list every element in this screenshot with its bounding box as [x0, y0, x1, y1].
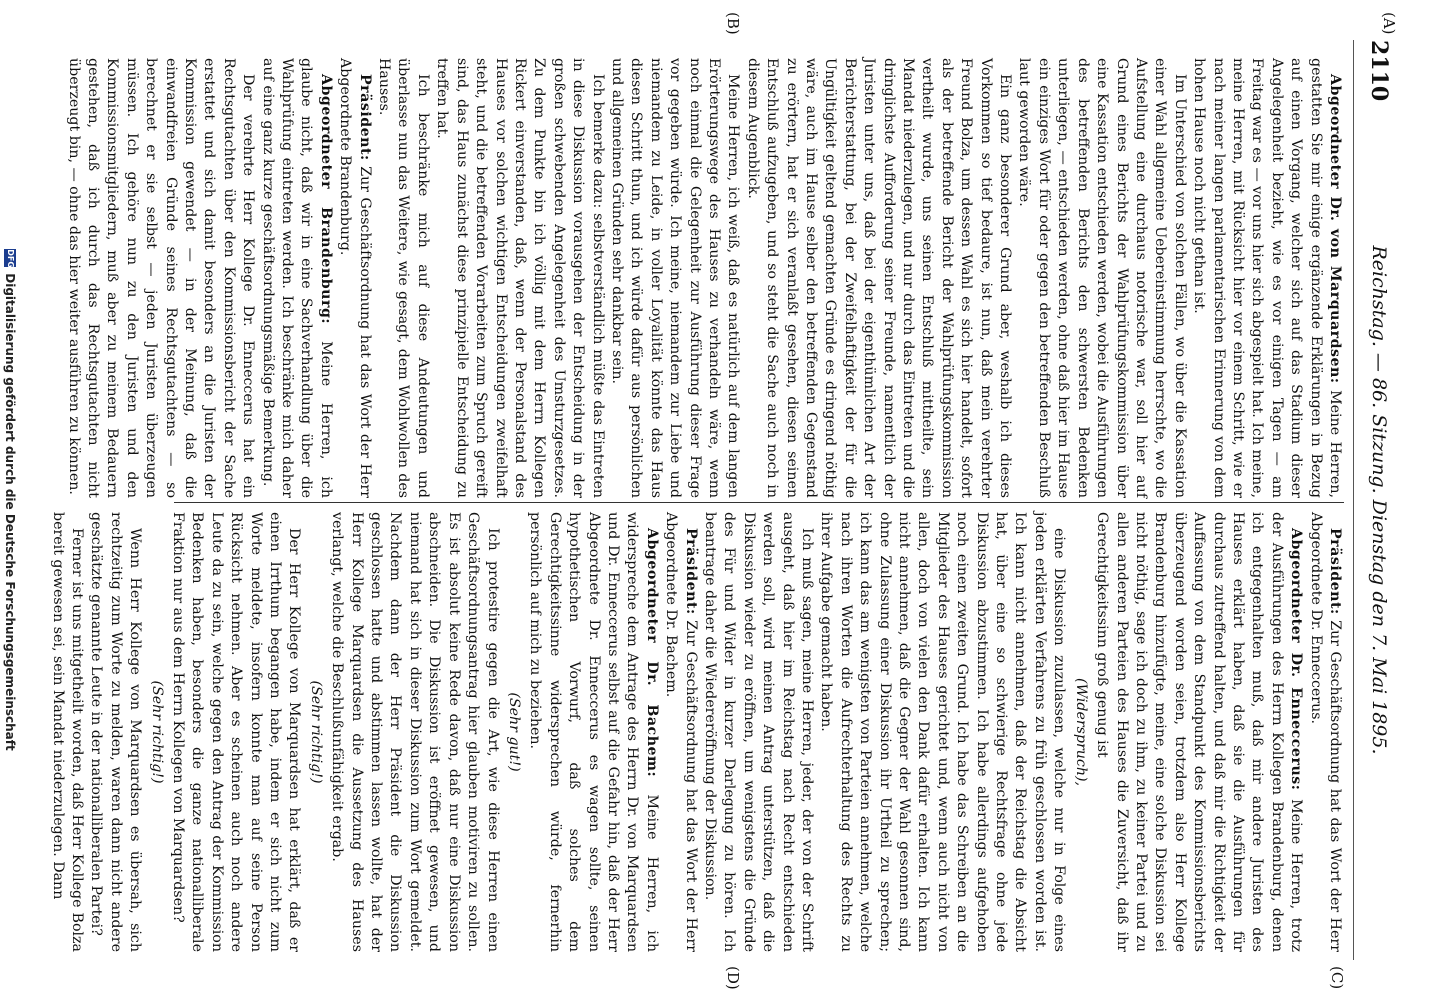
right-column: [49, 512, 1344, 953]
paragraph-text: Ich protestire gegen die Art, wie diese Herren einen Geschäftsordnungsantrag hier glauben motiviren zu sollen. Es ist absolut keine Rede davon, daß nur eine Diskussion abschneiden. Die Diskussion ist eröffnet gewesen, und niemand hat sich in dieser Diskussion zum Wort gemeldet. Nachdem dann der Herr Präsident die Diskussion geschlossen hatte und abstimmen lassen wollte, hat der Herr Kollege Marquardsen die Aussetzung des Hauses verlangt, welche die Beschlußunfähigkeit ergab.: [329, 512, 501, 952]
paragraph: [257, 58, 335, 498]
page-number: 2110: [1366, 40, 1392, 102]
speaker-name: Abgeordneter Brandenburg:: [317, 74, 334, 325]
header-rule: [1353, 40, 1354, 960]
speaker-name: Abgeordneter Dr. von Marquardsen:: [1327, 74, 1343, 384]
paragraph-text: eine Diskussion zuzulassen, welche nur in Folge eines jeden erklärten Verfahrens zu früh geschlossen worden ist. Ich kann nicht annehmen, daß der Reichstag die Absicht hat, über eine so schwierige Rechtsfrage ohne jede Diskussion abzustimmen. Ich habe allerdings aufgehoben noch einen zweiten Grund. Ich habe das Schreiben an die Mitglieder des Hauses gerichtet und, wenn auch nicht von allen, doch von vielen den Dank dafür erhalten. Ich kann nicht annehmen, daß die Gegner der Wahl gesonnen sind, ohne Zulassung einer Diskussion ihr Urtheil zu sprechen; ich kann das am wenigsten von Parteien annehmen, welche nach ihren Worten die Aufrechterhaltung des Rechts zu ihrer Aufgabe gemacht haben.: [818, 512, 1068, 952]
paragraph: [47, 512, 86, 952]
page-header: [1358, 40, 1398, 960]
paragraph-text: Ich beschränke mich auf diese Andeutungen und überlasse nun das Weitere, wie gesagt, dem Wohlwollen des Hauses.: [376, 58, 431, 498]
paragraph: [525, 512, 661, 952]
interjection: (Sehr richtig!): [148, 680, 165, 784]
paragraph-text: Meine Herren, ich widerspreche dem Antrage des Herrn Dr. von Marquardsen und Dr. Enneccerus selbst auf die Gefahr hin, daß der Herr Abgeordnete Dr. Enneccerus es wagen sollte, seinen hypothetischen Vorwurf, daß solches dem Gerechtigkeitssinne widersprechen würde, fernerhin persönlich auf mich zu beziehen.: [527, 512, 660, 953]
paragraph-text: Meine Herren, trotz der Ausführungen des Herrn Kollegen Brandenburg, denen ich entgegenhalten muß, daß mir andere Juristen des Hauses erklärt haben, daß sie die Ausführungen für durchaus zutreffend halten, und daß mir die Richtigkeit der Auffassung von dem Standpunkt des Kommissionsberichts überzeugend worden seien, trotzdem also Herr Kollege Brandenburg hinzufügte, meine, eine solche Diskussion sei nicht nöthig, sage ich doch zu ihm, zu keiner Partei und zu allen anderen Parteien des Hauses die Zuversicht, daß ihr Gerechtigkeitssinn groß genug ist: [1094, 512, 1305, 952]
footer-text: Digitalisierung gefördert durch die Deutsche Forschungsgemeinschaft: [3, 273, 17, 751]
paragraph: [327, 512, 502, 952]
paragraph-text: Wenn Herr Kollege von Marquardsen es übersah, sich rechtzeitig zum Worte zu melden, waren dann nicht andere geschätzte genannte Leute in der nationalliberalen Partei?: [88, 512, 144, 952]
paragraph: [374, 58, 432, 498]
paragraph: [1305, 512, 1344, 952]
interjection: (Sehr gut!): [505, 692, 522, 772]
paragraph: [661, 512, 700, 952]
speaker-name: Abgeordneter Dr. Bachem:: [643, 528, 660, 778]
paragraph-text: Zur Geschäftsordnung hat das Wort der Herr Abgeordnete Dr. Bachem.: [663, 512, 699, 952]
paragraph: [168, 512, 304, 952]
margin-marker-b: (B): [724, 12, 742, 35]
paragraph: [86, 512, 144, 952]
speaker-name: Präsident:: [1327, 528, 1343, 615]
margin-marker-a: (A): [1380, 12, 1398, 35]
paragraph-text: Ich bemerke dazu: selbstverständlich müßte das Eintreten in diese Diskussion vorausgehen der Entscheidung in der großen schwebenden Angelegenheit des Umsturzgesetzes. Zu dem Punkte bin ich völlig mit dem Herrn Kollegen Rickert einverstanden, daß, wenn der Personalstand des Hauses vor solchen wichtigen Entscheidungen zweifelhaft steht, und die betreffenden Vorarbeiten zum Spruch gereift sind, das Haus zunächst diese prinzipielle Entscheidung zu treffen hat.: [434, 58, 606, 498]
paragraph: [1189, 58, 1344, 498]
paragraph: [607, 58, 743, 498]
running-title: Reichstag. — 86. Sitzung. Dienstag den 7. Mai 1895.: [1368, 245, 1390, 755]
paragraph-text: Ich muß sagen, meine Herren, jeder, der von der Schrift ausgeht, daß hier im Reichstag nach Recht entschieden werden soll, wird meinen Antrag unterstützen, daß die Diskussion wieder zu eröffnen, um wenigstens die Gründe des Für und Wider in kurzer Darlegung zu hören. Ich beantrage daher die Wiedereröffnung der Diskussion.: [702, 512, 816, 952]
speaker-name: Abgeordneter Dr. Enneccerus:: [1288, 528, 1305, 791]
paragraph-text: Zur Geschäftsordnung hat das Wort der Herr Abgeordnete Brandenburg.: [337, 58, 373, 498]
interjection: (Widerspruch),: [1072, 677, 1089, 787]
paragraph: [742, 58, 1014, 498]
paragraph-text: Der Herr Kollege von Marquardsen hat erklärt, daß er einen Irrthum begangen habe, indem er sich nicht zum Worte meldete, insofern konnte man auf seine Person Rücksicht nehmen. Aber es scheinen auch noch andere Leute da zu sein, welche gegen den Antrag der Kommission Bedenken haben, besonders die ganze nationalliberale Fraktion nur aus dem Herrn Kollegen von Marquardsen?: [170, 512, 303, 952]
paragraph-text: Meine Herren, ich weiß, daß es natürlich auf dem langen Erörterungswege des Hauses zu verhandeln wäre, wenn noch einmal die Gelegenheit zur Ausführung dieser Frage vor gegeben würde. Ich meine, niemandem zur Liebe und niemandem zu Leide, in voller Loyalität könnte das Haus diesen Schritt thun, und ich würde dafür aus persönlichen und allgemeinen Gründen sehr dankbar sein.: [608, 58, 742, 498]
digitization-footer: [0, 0, 20, 1000]
paragraph: [432, 58, 607, 498]
paragraph: [1092, 512, 1305, 952]
left-column: [65, 58, 1344, 499]
paragraph-text: Ein ganz besonderer Grund aber, weshalb ich dieses Vorkommen so tief bedaure, ist nun, daß mein verehrter Freund Bolza, um dessen Wahl es sich hier handelt, sofort als der betreffende Bericht der Wahlprüfungskommission vertheilt wurde, uns seinen Entschluß mittheilte, sein Mandat niederzulegen, und nur durch das Eintreten und die dringlichste Aufforderung seiner Freunde, namentlich der Juristen unter uns, daß bei der eigenthümlichen Art der Berichterstattung, bei der Zweifelhaftigkeit der für die Ungültigkeit geltend gemachten Gründe es dringend nöthig wäre, auch im Hause selber den betreffenden Gegenstand zu erörtern, hat er sich veranlaßt gesehen, diesen seinen Entschluß aufzugeben, und so steht die Sache auch noch in diesem Augenblick.: [744, 58, 1014, 498]
margin-marker-c: (C): [1328, 966, 1346, 990]
paragraph: [816, 512, 1068, 952]
dfg-logo: DFG: [6, 249, 15, 268]
paragraph: [335, 58, 374, 498]
paragraph-text: Meine Herren, ich glaube nicht, daß wir in eine Sachverhandlung über die Wahlprüfung eintreten werden. Ich beschränke mich daher auf eine ganz kurze geschäftsordnungsmäßige Bemerkung.: [259, 58, 334, 499]
speaker-name: Präsident:: [682, 528, 699, 615]
paragraph: [1014, 58, 1189, 498]
paragraph: [63, 58, 257, 498]
paragraph-text: Im Unterschied von solchen Fällen, wo über die Kassation einer Wahl allgemeine Uebereinstimmung herrschte, wo die Aufstellung eine durchaus notorische war, soll hier auf Grund eines Berichts der Wahlprüfungskommission über eine Kassation entschieden werden, wobei die Ausführungen des betreffenden Berichts den schwersten Bedenken unterliegen, — entschieden werden, ohne daß hier im Hause ein einziges Wort für oder gegen den betreffenden Beschluß laut geworden wäre.: [1016, 58, 1188, 498]
interjection: (Sehr richtig!): [307, 680, 324, 784]
paragraph-text: Zur Geschäftsordnung hat das Wort der Herr Abgeordnete Dr. Enneccerus.: [1307, 512, 1343, 952]
paragraph: [700, 512, 816, 952]
margin-marker-d: (D): [724, 966, 742, 990]
paragraph-text: Meine Herren, gestatten Sie mir einige ergänzende Erklärungen in Bezug auf einen Vorgang, welcher sich auf das Stadium dieser Angelegenheit bezieht, wie es vor einigen Tagen — am Freitag war es — vor uns hier sich abgespielt hat. Ich meine, meine Herren, mit Rücksicht hier vor einem Schritt, wie er nach meiner langen parlamentarischen Erinnerung von dem hohen Hause noch nicht gethan ist.: [1191, 58, 1343, 498]
paragraph-text: Ferner ist uns mitgetheilt worden, daß Herr Kollege Bolza bereit gewesen sei, sein Mandat niederzulegen. Dann: [49, 512, 85, 952]
paragraph-text: Der verehrte Herr Kollege Dr. Enneccerus hat ein Rechtsgutachten über den Kommissionsbericht der Sache erstattet und sich damit besonders an die Juristen der Kommission gewendet — in der Meinung, daß die einwandfreien Gründe seines Rechtsgutachtens — so berechnet er sie selbst — jeden Juristen überzeugen müssen. Ich gehöre nun zu den Juristen und den Kommissionsmitgliedern, muß aber zu meinem Bedauern gestehen, daß ich durch das Rechtsgutachten nicht überzeugt bin, — ohne das hier weiter ausführen zu können.: [65, 58, 257, 498]
speaker-name: Präsident:: [356, 74, 373, 161]
column-divider: [174, 502, 1344, 503]
